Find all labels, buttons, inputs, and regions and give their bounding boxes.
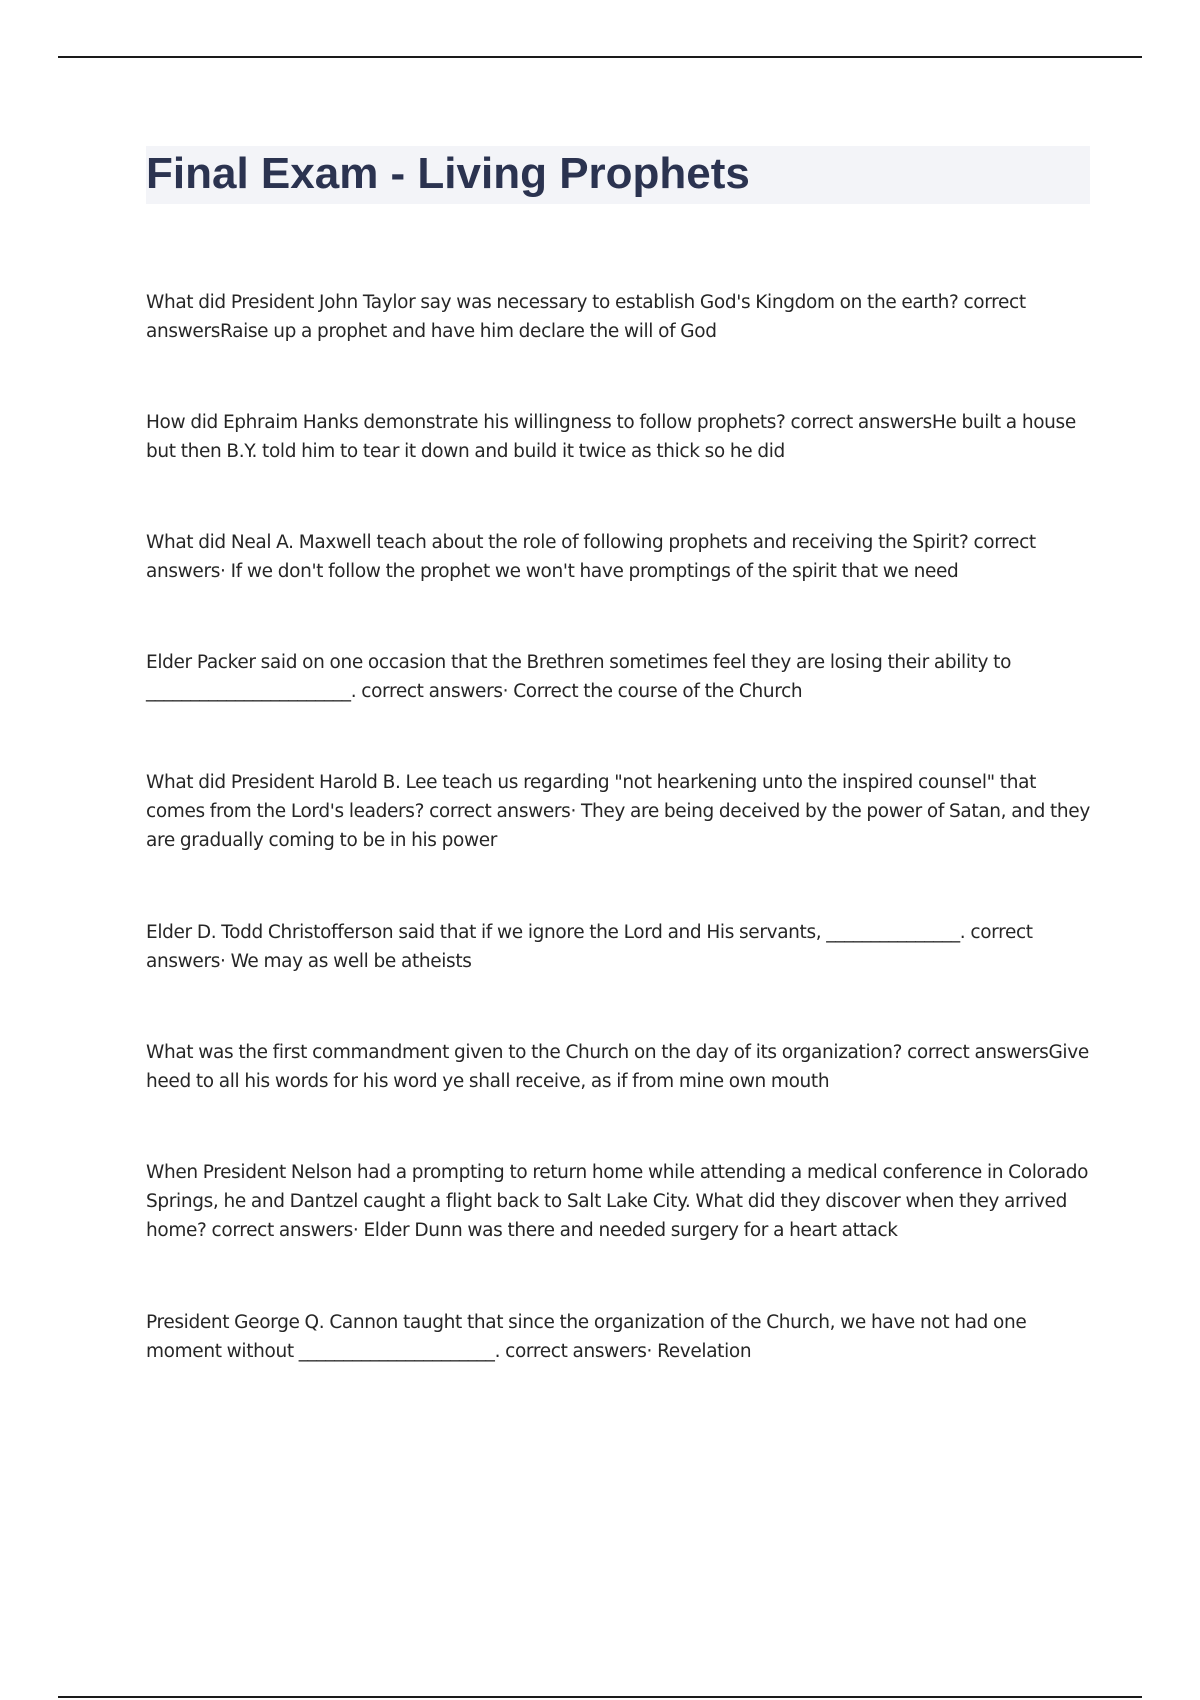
question-item: When President Nelson had a prompting to return home while attending a medical conference in Colorado Springs, he and Dantzel caught a flight back to Salt Lake City. What did they discover when they arrived home? correct answers· Elder Dunn was there and needed surgery for a heart attack: [146, 1162, 1089, 1241]
question-item: President George Q. Cannon taught that since the organization of the Church, we have not had one moment without ______________________. correct answers· Revelation: [146, 1312, 1027, 1362]
page-title: Final Exam - Living Prophets: [146, 149, 750, 198]
question-item: Elder D. Todd Christofferson said that if we ignore the Lord and His servants, _______________. correct answers· We may as well be atheists: [146, 922, 1033, 972]
top-rule: [58, 56, 1142, 58]
question-item: What did President John Taylor say was necessary to establish God's Kingdom on the earth? correct answersRaise up a prophet and have him declare the will of God: [146, 292, 1026, 342]
bottom-rule: [58, 1696, 1142, 1698]
question-item: What did President Harold B. Lee teach us regarding "not hearkening unto the inspired counsel" that comes from the Lord's leaders? correct answers· They are being deceived by the power of Satan, and they are gradually coming to be in his power: [146, 772, 1090, 851]
question-item: Elder Packer said on one occasion that the Brethren sometimes feel they are losing their ability to _______________________. correct answers· Correct the course of the Church: [146, 652, 1012, 702]
question-item: What did Neal A. Maxwell teach about the role of following prophets and receiving the Spirit? correct answers· If we don't follow the prophet we won't have promptings of the spirit that we need: [146, 532, 1036, 582]
question-item: How did Ephraim Hanks demonstrate his willingness to follow prophets? correct answersHe built a house but then B.Y. told him to tear it down and build it twice as thick so he did: [146, 412, 1076, 462]
question-item: What was the first commandment given to the Church on the day of its organization? correct answersGive heed to all his words for his word ye shall receive, as if from mine own mouth: [146, 1042, 1089, 1092]
